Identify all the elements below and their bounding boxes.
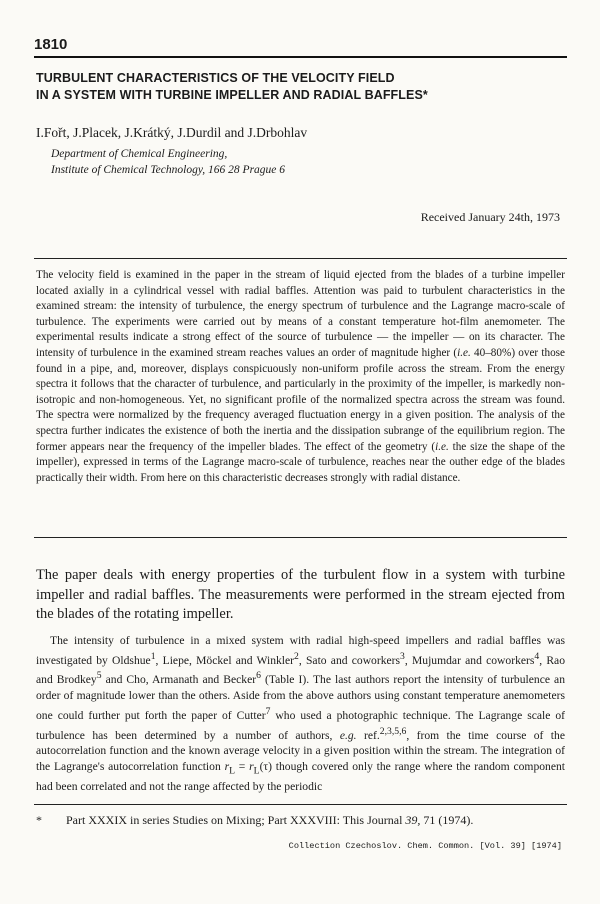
ref-2: 2 — [294, 650, 299, 662]
abstract — [36, 268, 565, 486]
symbol-r: r — [249, 760, 254, 774]
ref-7: 7 — [265, 705, 271, 717]
body-text: ref. — [356, 728, 380, 742]
ref-4: 4 — [534, 650, 540, 662]
equals-sign: = — [234, 760, 250, 774]
footnote-text-end: 71 (1974). — [420, 813, 474, 827]
tau-argument: (τ) — [259, 760, 272, 774]
body-paragraph — [36, 633, 565, 795]
eg-abbrev: e.g. — [339, 728, 357, 742]
body-text: (Table I). The last authors report the intensity of turbulence an order of magnitude lower than the others. Aside from the above authors using constant temperature anemometers one could further put forth the paper of Cutter — [36, 673, 565, 722]
ref-3: 3 — [400, 650, 405, 662]
intro-paragraph: The paper deals with energy properties of the turbulent flow in a system with turbine impeller and radial baffles. The measurements were performed in the stream ejected from the blades of the rotating impeller. — [36, 567, 565, 622]
ref-2-3-5-6: 2,3,5,6 — [379, 725, 407, 737]
body-text: though covered only the range where the random component had been correlated and not the range affected by the periodic — [36, 760, 565, 794]
abstract-ie-1: i.e. — [457, 346, 471, 359]
footnote — [36, 813, 565, 828]
subscript-l: L — [253, 765, 260, 777]
footnote-volume: 39, — [405, 813, 421, 827]
header-rule — [34, 56, 567, 58]
affiliation-line-2: Institute of Chemical Technology, 166 28 Prague 6 — [51, 164, 286, 176]
abstract-part-1: The velocity field is examined in the paper in the stream of liquid ejected from the blades of a turbine impeller located axially in a cylindrical vessel with radial baffles. Attention was paid to turbulent characteristics in the examined stream: the intensity of turbulence, the energy spectrum of turbulence and the Lagrange macro-scale of turbulence. The experiments were carried out by means of a constant temperature hot-film anemometer. The experimental results indicate a strong effect of the source of turbulence — the impeller — on its character. The intensity of turbulence in the examined stream reaches values an order of magnitude higher ( — [36, 269, 565, 359]
abstract-ie-2: i.e. — [435, 440, 449, 453]
affiliation — [51, 146, 285, 178]
received-date: Received January 24th, 1973 — [420, 210, 560, 224]
body-text: and Cho, Armanath and Becker — [101, 673, 257, 687]
body-text: , from the time course of the autocorrelation function and the known average velocity in a given position within the stream. The integration of the Lagrange's autocorrelation function — [36, 728, 565, 774]
body-text: The intensity of turbulence in a mixed system with radial high-speed impellers and radial baffles was investigated by Oldshue — [36, 634, 565, 667]
ref-5: 5 — [96, 670, 102, 682]
paper-title — [36, 70, 561, 104]
footnote-rule — [34, 804, 567, 805]
abstract-part-3: the size the shape of the impeller), expressed in terms of the Lagrange macro-scale of turbulence, reaches near the outher edge of the blades practically their width. From here on this characteristic decreases strongly with radial distance. — [36, 440, 566, 484]
journal-citation: Collection Czechoslov. Chem. Common. [Vol. 39] [1974] — [288, 841, 562, 851]
ref-6: 6 — [256, 670, 261, 682]
body-text: , Rao and Brodkey — [36, 653, 566, 687]
subscript-l: L — [229, 765, 235, 777]
authors: I.Fořt, J.Placek, J.Krátký, J.Durdil and J.Drbohlav — [36, 125, 308, 140]
title-line-1: TURBULENT CHARACTERISTICS OF THE VELOCITY FIELD — [36, 71, 395, 85]
ref-1: 1 — [150, 650, 156, 662]
body-text: , Mujumdar and coworkers — [404, 653, 535, 667]
footnote-mark: * — [36, 813, 42, 827]
body-text: , Sato and coworkers — [298, 653, 401, 667]
page-number: 1810 — [34, 36, 68, 53]
body-text: , Liepe, Möckel and Winkler — [155, 653, 295, 667]
abstract-bottom-rule — [34, 537, 567, 538]
symbol-r: r — [224, 760, 230, 774]
affiliation-line-1: Department of Chemical Engineering, — [51, 148, 228, 160]
body-text: who used a photographic technique. The Lagrange scale of turbulence has been determined by a number of authors, — [36, 708, 565, 742]
abstract-part-2: 40–80%) over those found in a pipe, and, moreover, displays conspicuously non-uniform profile across the stream. From the energy spectra it follows that the character of turbulence, and particularly in the proximity of the impeller, is markedly non-isotropic and non-homogeneous. Yet, no significant profile of the normalized spectra across the stream was found. The spectra were normalized by the frequency averaged fluctuation energy in a given position. The analysis of the spectra further indicates the existence of both the inertia and the dissipation subrange of the equilibrium region. The former appears near the frequency of the impeller blades. The effect of the geometry ( — [36, 346, 565, 453]
abstract-top-rule — [34, 258, 567, 259]
title-line-2: IN A SYSTEM WITH TURBINE IMPELLER AND RADIAL BAFFLES* — [36, 88, 428, 102]
footnote-text: Part XXXIX in series Studies on Mixing; Part XXXVIII: This Journal — [66, 813, 406, 827]
